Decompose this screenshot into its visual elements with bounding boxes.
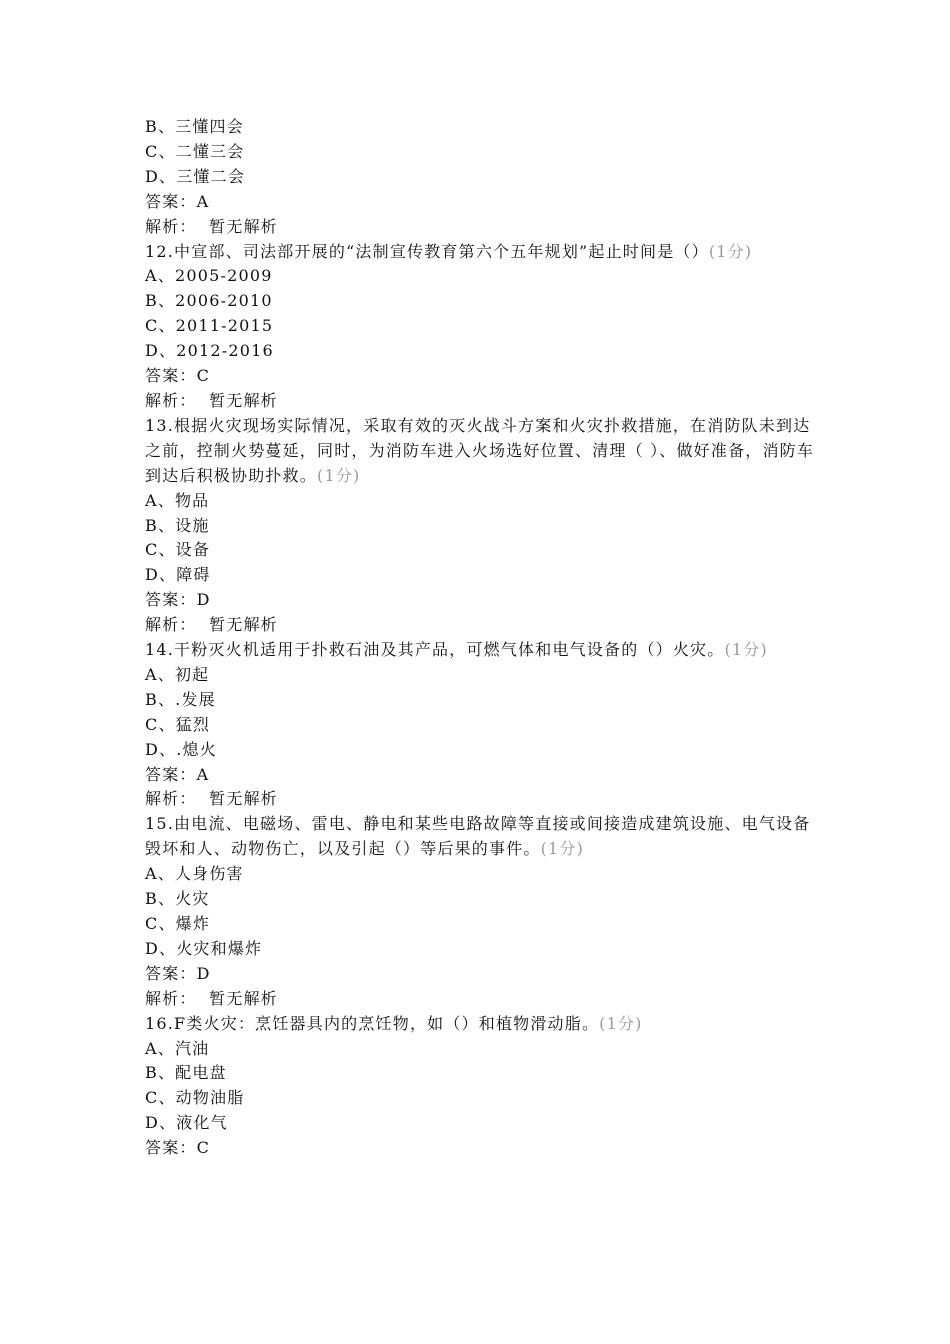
option-b: B、2006-2010 xyxy=(145,291,273,311)
option-c: C、动物油脂 xyxy=(145,1088,245,1108)
analysis: 解析： 暂无解析 xyxy=(145,615,278,635)
option-a: A、人身伤害 xyxy=(145,864,244,884)
question-14 xyxy=(145,638,825,812)
answer: 答案：C xyxy=(145,1138,211,1158)
question-score: (1分) xyxy=(599,1013,643,1033)
option-a: A、汽油 xyxy=(145,1038,210,1058)
option-d: D、.熄火 xyxy=(145,739,217,759)
document-page xyxy=(145,115,825,1161)
prev-question-block xyxy=(145,115,825,240)
option-c: C、爆炸 xyxy=(145,914,211,933)
option-b: B、三懂四会 xyxy=(145,117,244,136)
option-a: A、初起 xyxy=(145,664,210,684)
answer: 答案：D xyxy=(145,963,211,983)
answer: 答案：D xyxy=(145,590,211,610)
analysis: 解析： 暂无解析 xyxy=(145,216,278,236)
question-12 xyxy=(145,240,825,414)
answer: 答案：A xyxy=(145,764,210,784)
option-c: C、猛烈 xyxy=(145,714,211,734)
option-d: D、火灾和爆炸 xyxy=(145,938,263,958)
option-d: D、三懂二会 xyxy=(145,166,246,186)
option-b: B、火灾 xyxy=(145,889,210,909)
analysis: 解析： 暂无解析 xyxy=(145,390,278,410)
analysis: 解析： 暂无解析 xyxy=(145,789,278,809)
option-a: A、物品 xyxy=(145,490,210,510)
question-score: (1分) xyxy=(540,839,585,859)
question-text: 13.根据火灾现场实际情况，采取有效的灭火战斗方案和火灾扑救措施，在消防队未到达之前，控制火势蔓延，同时，为消防车进入火场选好位置、清理（ ）、做好准备，消防车到达后积极协助扑救。(1分) xyxy=(145,415,815,485)
option-c: C、设备 xyxy=(145,540,211,560)
option-c: C、二懂三会 xyxy=(145,141,245,161)
question-16 xyxy=(145,1012,825,1161)
option-c: C、2011-2015 xyxy=(145,316,274,336)
option-d: D、液化气 xyxy=(145,1113,228,1133)
option-d: D、障碍 xyxy=(145,565,211,585)
question-score: (1分) xyxy=(724,640,768,660)
question-15 xyxy=(145,812,825,1011)
option-a: A、2005-2009 xyxy=(145,266,273,286)
answer: 答案：A xyxy=(145,191,210,211)
option-b: B、设施 xyxy=(145,515,210,535)
question-text: 12.中宣部、司法部开展的“法制宣传教育第六个五年规划”起止时间是（）(1分) xyxy=(145,241,753,261)
option-b: B、.发展 xyxy=(145,689,216,709)
answer: 答案：C xyxy=(145,366,211,386)
question-score: (1分) xyxy=(708,241,753,261)
question-text: 14.干粉灭火机适用于扑救石油及其产品，可燃气体和电气设备的（）火灾。(1分) xyxy=(145,640,768,660)
question-13 xyxy=(145,414,825,638)
question-text: 16.F类火灾：烹饪器具内的烹饪物，如（）和植物滑动脂。(1分) xyxy=(145,1013,643,1033)
analysis: 解析： 暂无解析 xyxy=(145,988,278,1008)
question-score: (1分) xyxy=(317,465,361,485)
question-text: 15.由电流、电磁场、雷电、静电和某些电路故障等直接或间接造成建筑设施、电气设备毁坏和人、动物伤亡，以及引起（）等后果的事件。(1分) xyxy=(145,814,811,859)
option-d: D、2012-2016 xyxy=(145,341,274,361)
option-b: B、配电盘 xyxy=(145,1063,227,1083)
